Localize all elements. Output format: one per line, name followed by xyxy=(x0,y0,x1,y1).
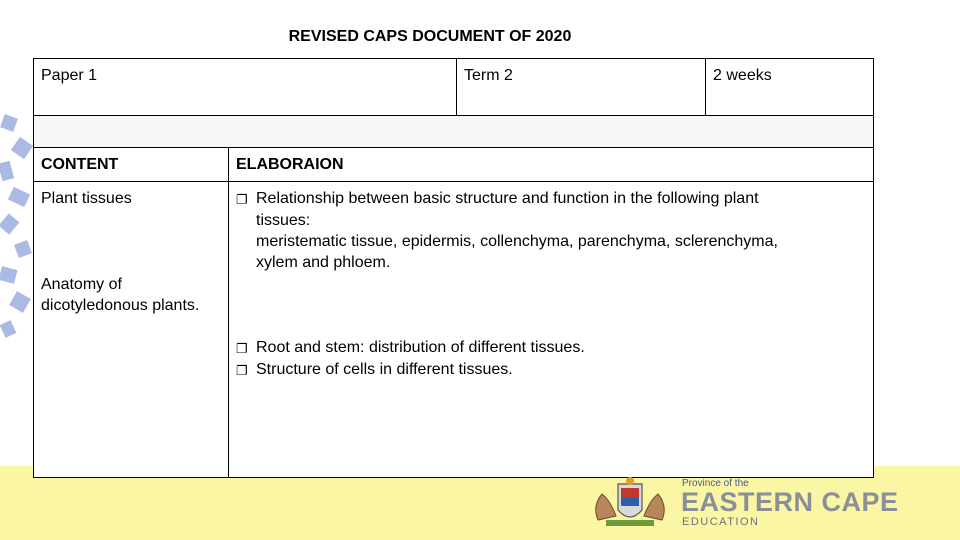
caps-table xyxy=(33,58,874,478)
topic-anatomy-line2: dicotyledonous plants. xyxy=(41,297,200,314)
blank-row xyxy=(34,116,874,148)
checkbox-bullet-icon: ❐ xyxy=(236,363,248,378)
elaboration-cell xyxy=(229,182,874,478)
topic-plant-tissues: Plant tissues xyxy=(41,190,132,207)
column-header-elaboration: ELABORAION xyxy=(229,148,874,182)
term-cell: Term 2 xyxy=(457,59,706,116)
paper-cell: Paper 1 xyxy=(34,59,457,116)
checkbox-bullet-icon: ❐ xyxy=(236,341,248,356)
duration-cell: 2 weeks xyxy=(706,59,874,116)
column-header-content: CONTENT xyxy=(34,148,229,182)
bullet-text: Root and stem: distribution of different tissues. xyxy=(256,339,585,356)
tissue-list-line2: xylem and phloem. xyxy=(256,254,391,271)
logo-department-text: EDUCATION xyxy=(682,516,760,528)
content-cell xyxy=(34,182,229,478)
logo-province-text: Province of the xyxy=(682,478,749,489)
bullet-continuation: tissues: xyxy=(256,212,311,229)
eastern-cape-logo xyxy=(588,476,908,532)
bullet-item xyxy=(236,188,866,210)
tissue-list-line1: meristematic tissue, epidermis, collenchyma, parenchyma, sclerenchyma, xyxy=(256,233,778,250)
logo-region-text: EASTERN CAPE xyxy=(681,487,899,517)
topic-anatomy-line1: Anatomy of xyxy=(41,276,122,293)
bullet-item xyxy=(236,337,866,359)
page-title: REVISED CAPS DOCUMENT OF 2020 xyxy=(288,28,572,45)
bullet-text: Relationship between basic structure and function in the following plant xyxy=(256,190,759,207)
coat-of-arms-icon xyxy=(588,476,672,530)
bullet-text: Structure of cells in different tissues. xyxy=(256,361,513,378)
checkbox-bullet-icon: ❐ xyxy=(236,192,248,207)
bullet-item xyxy=(236,359,866,381)
